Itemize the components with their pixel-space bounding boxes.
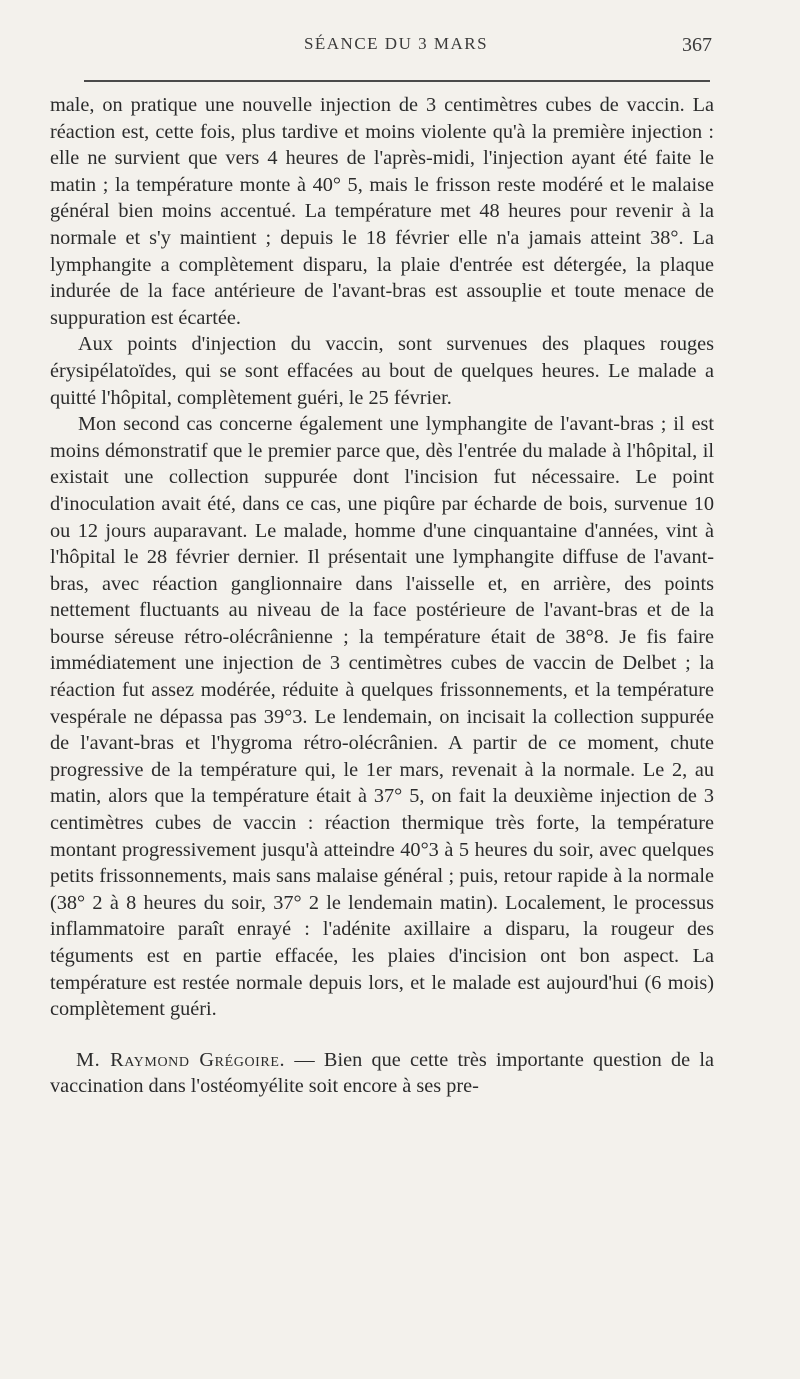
header-title: SÉANCE DU 3 MARS xyxy=(303,34,489,53)
paragraph-1: male, on pratique une nouvelle injection de 3 centimètres cubes de vaccin. La réaction est, cette fois, plus tardive et moins violente qu'à la première injection : elle ne survient que vers 4 heures de l'après-midi, l'injection ayant été faite le matin ; la température monte à 40° 5, mais le frisson reste modéré et le malaise général bien moins accentué. La température met 48 heures pour revenir à la normale et s'y maintient ; depuis le 18 février elle n'a jamais atteint 38°. La lymphangite a complètement disparu, la plaie d'entrée est détergée, la plaque indurée de la face antérieure de l'avant-bras est assouplie et toute menace de suppuration est écartée. xyxy=(50,94,714,329)
header-rule xyxy=(84,80,710,82)
paragraph-2: Aux points d'injection du vaccin, sont survenues des plaques rouges érysipélatoïdes, qui se sont effacées au bout de quelques heures. Le malade a quitté l'hôpital, complètement guéri, le 25 février. xyxy=(50,333,714,409)
body-text xyxy=(50,92,714,1100)
speaker-text: — Bien que cette très importante question de la vaccination dans l'ostéomyélite soit encore à ses pre- xyxy=(50,1048,714,1098)
speaker-paragraph xyxy=(50,1047,714,1100)
paragraph-3: Mon second cas concerne également une lymphangite de l'avant-bras ; il est moins démonstratif que le premier parce que, dès l'entrée du malade à l'hôpital, il existait une collection suppurée dont l'incision fut nécessaire. Le point d'inoculation avait été, dans ce cas, une piqûre par écharde de bois, survenue 10 ou 12 jours auparavant. Le malade, homme d'une cinquantaine d'années, vint à l'hôpital le 28 février dernier. Il présentait une lymphangite diffuse de l'avant-bras, avec réaction ganglionnaire dans l'aisselle et, en arrière, des points nettement fluctuants au niveau de la face postérieure de l'avant-bras et de la bourse séreuse rétro-olécrânienne ; la température était de 38°8. Je fis faire immédiatement une injection de 3 centimètres cubes de vaccin de Delbet ; la réaction fut assez modérée, réduite à quelques frissonnements, et la température vespérale ne dépassa pas 39°3. Le lendemain, on incisait la collection suppurée de l'avant-bras et l'hygroma rétro-olécrânien. A partir de ce moment, chute progressive de la température qui, le 1er mars, revenait à la normale. Le 2, au matin, alors que la température était à 37° 5, on fait la deuxième injection de 3 centimètres cubes de vaccin : réaction thermique très forte, la température montant progressivement jusqu'à atteindre 40°3 à 5 heures du soir, avec quelques petits frissonnements, mais sans malaise général ; puis, retour rapide à la normale (38° 2 à 8 heures du soir, 37° 2 le lendemain matin). Localement, le processus inflammatoire paraît enrayé : l'adénite axillaire a disparu, la rougeur des téguments est en partie effacée, les plaies d'incision ont bon aspect. La température est restée normale depuis lors, et le malade est aujourd'hui (6 mois) complètement guéri. xyxy=(50,413,714,1021)
page-number: 367 xyxy=(682,34,712,56)
speaker-name: M. Raymond Grégoire. xyxy=(76,1048,286,1071)
running-header xyxy=(80,34,712,64)
